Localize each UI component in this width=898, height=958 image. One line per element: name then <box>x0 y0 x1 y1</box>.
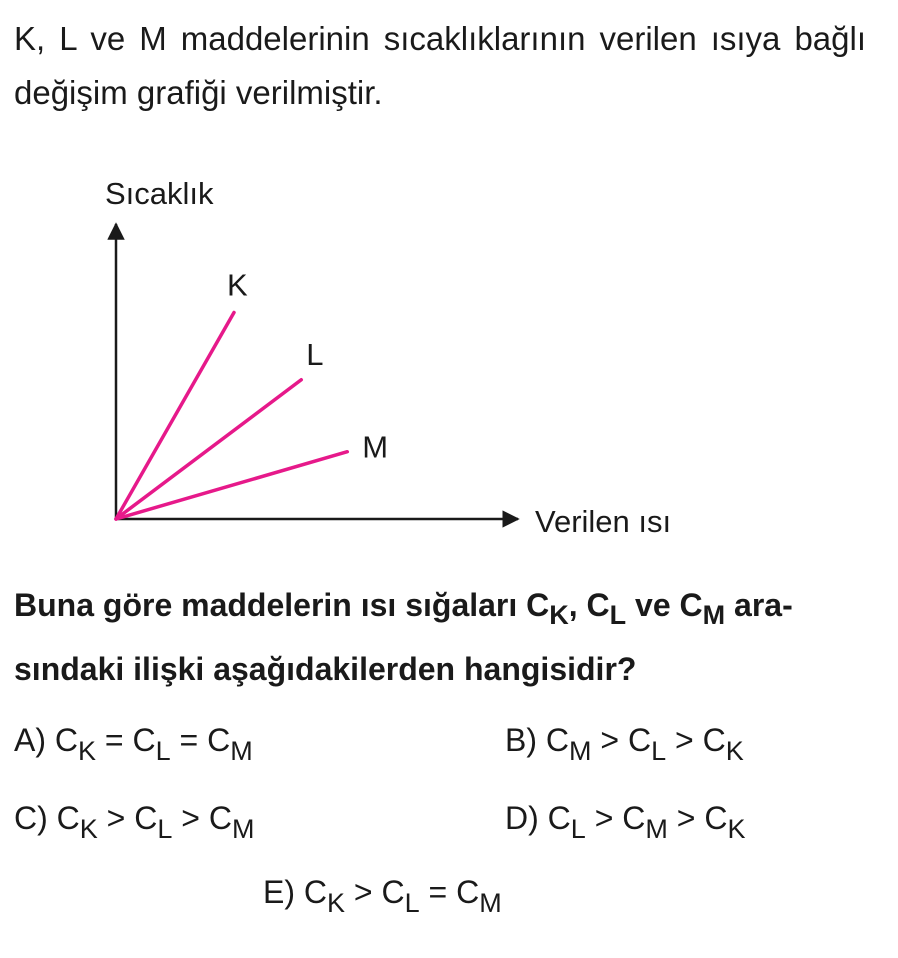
option-c[interactable] <box>14 800 255 844</box>
option-c-mid-1: > C <box>97 800 158 836</box>
option-c-sub-1: K <box>79 814 98 844</box>
option-c-mid-2: > C <box>172 800 232 836</box>
option-c-prefix: C) C <box>14 800 80 836</box>
question-part-3: ve C <box>626 587 703 623</box>
option-a-mid-1: = C <box>96 722 156 758</box>
option-d-prefix: D) C <box>505 800 571 836</box>
option-b-mid-1: > C <box>591 722 652 758</box>
option-b-sub-2: L <box>651 736 667 766</box>
option-a-prefix: A) C <box>14 722 78 758</box>
option-d-sub-1: L <box>570 814 586 844</box>
option-a-sub-1: K <box>78 736 97 766</box>
question-part-2: , C <box>568 587 610 623</box>
question-part-4: ara- <box>725 587 793 623</box>
series-layer <box>116 268 388 520</box>
series-line-l <box>116 380 301 519</box>
option-b-prefix: B) C <box>505 722 569 758</box>
option-d-sub-3: K <box>727 814 746 844</box>
option-a-sub-3: M <box>230 736 253 766</box>
option-b-sub-3: K <box>725 736 744 766</box>
option-a[interactable] <box>14 722 253 766</box>
question-sub-1: K <box>549 600 569 630</box>
option-e-sub-1: K <box>327 888 346 918</box>
option-b-sub-1: M <box>569 736 592 766</box>
question-sub-2: L <box>609 600 627 630</box>
option-d-mid-1: > C <box>585 800 646 836</box>
option-e-mid-1: > C <box>345 874 405 910</box>
series-label-l: L <box>306 336 324 372</box>
series-line-m <box>116 452 347 519</box>
option-b[interactable] <box>505 722 744 766</box>
series-label-m: M <box>362 429 389 465</box>
question-sub-3: M <box>702 600 726 630</box>
option-a-sub-2: L <box>155 736 171 766</box>
option-c-sub-2: L <box>157 814 173 844</box>
option-e[interactable] <box>263 874 502 918</box>
option-d[interactable] <box>505 800 746 844</box>
question-line-2: sındaki ilişki aşağıdakilerden hangisidir? <box>14 651 637 687</box>
option-d-mid-2: > C <box>667 800 728 836</box>
question-part-1: Buna göre maddelerin ısı sığaları C <box>14 587 550 623</box>
x-axis-label: Verilen ısı <box>535 504 672 539</box>
temperature-heat-chart <box>0 160 898 560</box>
y-axis-label: Sıcaklık <box>105 176 214 211</box>
option-e-sub-2: L <box>404 888 420 918</box>
question-text <box>14 574 874 700</box>
option-b-mid-2: > C <box>666 722 726 758</box>
option-e-sub-3: M <box>479 888 502 918</box>
series-label-k: K <box>227 267 248 303</box>
option-d-sub-2: M <box>645 814 668 844</box>
option-e-prefix: E) C <box>263 874 327 910</box>
option-e-mid-2: = C <box>419 874 480 910</box>
option-c-sub-3: M <box>231 814 255 844</box>
option-a-mid-2: = C <box>170 722 231 758</box>
intro-text: K, L ve M maddelerinin sıcaklıklarının verilen ısıya bağlı değişim grafiği verilmiştir. <box>14 20 866 111</box>
